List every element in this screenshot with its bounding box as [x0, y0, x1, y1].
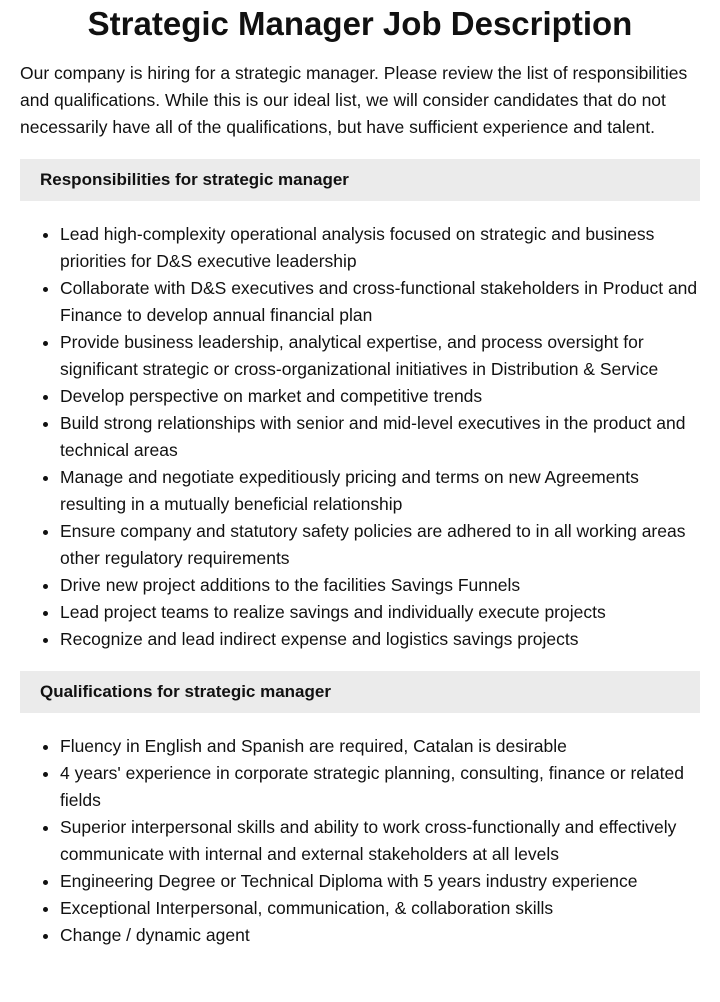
list-item: • Change / dynamic agent [60, 922, 700, 949]
list-item: • 4 years' experience in corporate strategic planning, consulting, finance or related fields [60, 760, 700, 814]
list-item: • Build strong relationships with senior and mid-level executives in the product and technical areas [60, 410, 700, 464]
list-item: • Manage and negotiate expeditiously pricing and terms on new Agreements resulting in a mutually beneficial relationship [60, 464, 700, 518]
responsibilities-heading: Responsibilities for strategic manager [20, 159, 700, 201]
list-item: • Fluency in English and Spanish are required, Catalan is desirable [60, 733, 700, 760]
list-item: • Collaborate with D&S executives and cross-functional stakeholders in Product and Finance to develop annual financial plan [60, 275, 700, 329]
list-item: • Drive new project additions to the facilities Savings Funnels [60, 572, 700, 599]
list-item: • Ensure company and statutory safety policies are adhered to in all working areas other regulatory requirements [60, 518, 700, 572]
list-item: • Develop perspective on market and competitive trends [60, 383, 700, 410]
list-item: • Superior interpersonal skills and ability to work cross-functionally and effectively communicate with internal and external stakeholders at all levels [60, 814, 700, 868]
list-item: • Provide business leadership, analytical expertise, and process oversight for significant strategic or cross-organizational initiatives in Distribution & Service [60, 329, 700, 383]
intro-paragraph: Our company is hiring for a strategic manager. Please review the list of responsibilities and qualifications. While this is our ideal list, we will consider candidates that do not necessarily have all of the qualifications, but have sufficient experience and talent. [20, 63, 688, 137]
qualifications-heading: Qualifications for strategic manager [20, 671, 700, 713]
list-item: • Engineering Degree or Technical Diploma with 5 years industry experience [60, 868, 700, 895]
list-item: • Exceptional Interpersonal, communication, & collaboration skills [60, 895, 700, 922]
list-item: • Lead project teams to realize savings and individually execute projects [60, 599, 700, 626]
responsibilities-list [20, 221, 700, 653]
qualifications-list [20, 733, 700, 949]
page-title: Strategic Manager Job Description [87, 5, 633, 42]
list-item: • Lead high-complexity operational analysis focused on strategic and business priorities for D&S executive leadership [60, 221, 700, 275]
list-item: • Recognize and lead indirect expense and logistics savings projects [60, 626, 700, 653]
